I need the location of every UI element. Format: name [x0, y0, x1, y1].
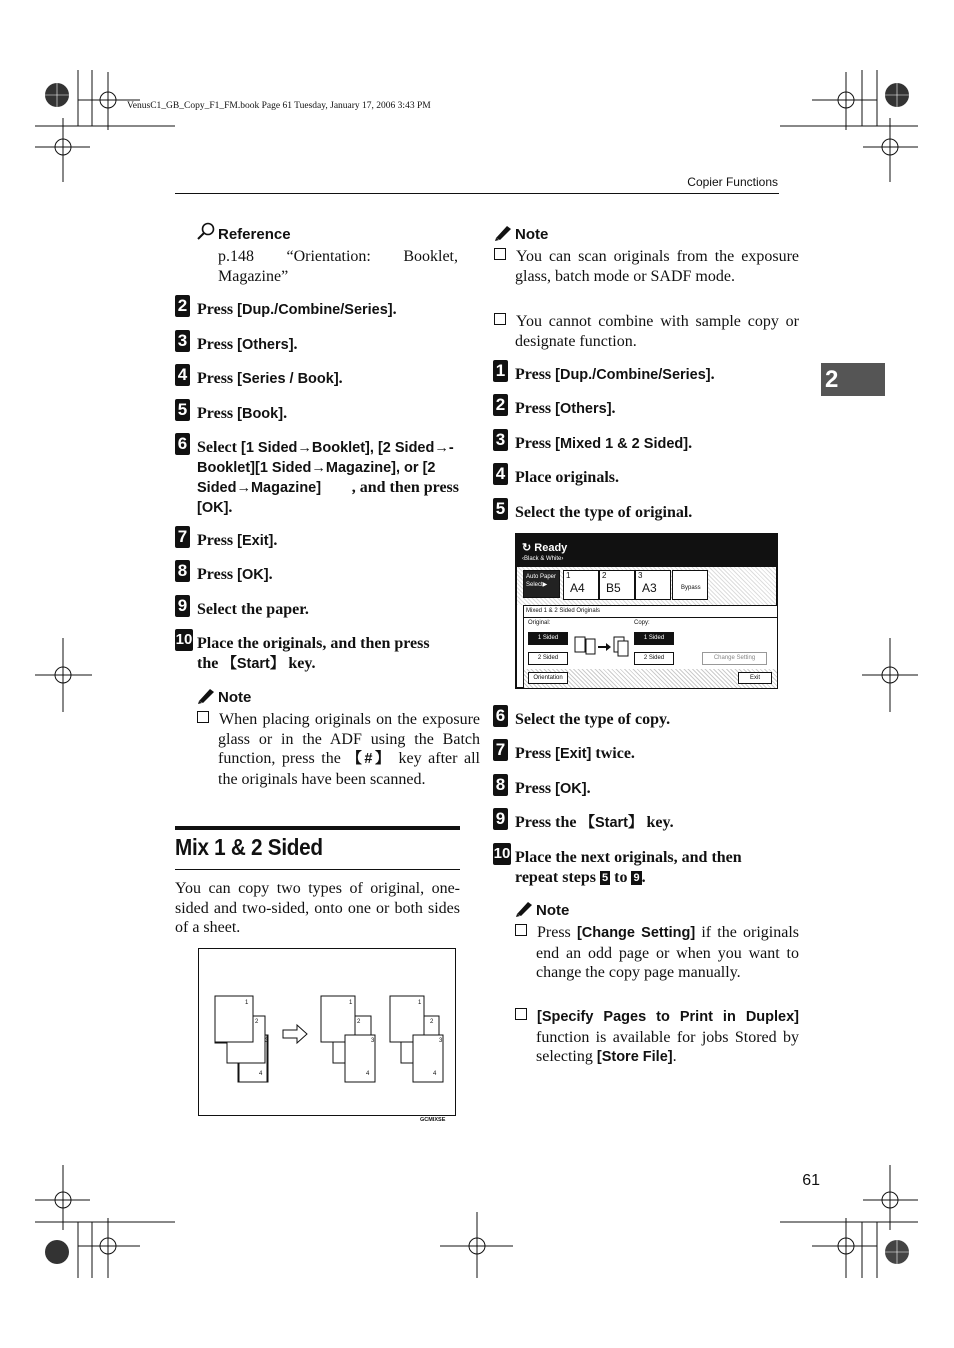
copier-screen: [515, 533, 778, 689]
page-label: 3: [371, 1038, 375, 1044]
book-file-line: VenusC1_GB_Copy_F1_FM.book Page 61 Tuesday, January 17, 2006 3:43 PM: [127, 101, 431, 111]
step-number: 7: [175, 526, 190, 548]
step-number: 4: [175, 364, 190, 386]
pencil-icon: [196, 686, 216, 704]
tray-1-button[interactable]: 1 A4: [563, 570, 599, 600]
step-number: 6: [175, 433, 190, 455]
step-text: Press [Book].: [197, 405, 288, 422]
step-text: Press [Others].: [515, 400, 616, 417]
step-text: Press [Dup./Combine/Series].: [197, 301, 397, 318]
ready-indicator: ↻ Ready: [522, 542, 568, 554]
bypass-button[interactable]: Bypass: [672, 570, 708, 600]
copy-2-sided-button[interactable]: 2 Sided: [634, 652, 674, 665]
page-label: 2: [430, 1019, 434, 1025]
tray-2-button[interactable]: 2 B5: [599, 570, 635, 600]
note-item: [Specify Pages to Print in Duplex] function is available for jobs Stored by selecting [Store File].: [515, 1007, 799, 1068]
figure-code: GCMIXSE: [420, 1117, 446, 1123]
section-bottom-rule: [175, 869, 460, 870]
header-rule: [175, 193, 779, 194]
copy-1-sided-button[interactable]: 1 Sided: [634, 632, 674, 645]
color-mode: ‹Black & White›: [522, 556, 564, 562]
pencil-icon: [493, 223, 513, 241]
duplex-conversion-icon: [574, 634, 632, 666]
page-label: 1: [349, 1000, 353, 1006]
step-number: 2: [175, 295, 190, 317]
step-number: 10: [175, 629, 193, 651]
step-number: 2: [493, 394, 508, 416]
section-top-rule: [175, 826, 460, 830]
note-item: When placing originals on the exposure glass or in the ADF using the Batch function, press the 【#】 key after all the originals have been scanned.: [197, 710, 480, 789]
step-number: 8: [175, 560, 190, 582]
step-number: 9: [493, 808, 508, 830]
section-intro: You can copy two types of original, one-sided and two-sided, onto one or both sides of a sheet.: [175, 880, 460, 937]
orientation-button[interactable]: Orientation: [528, 672, 568, 684]
running-header: Copier Functions: [687, 175, 778, 189]
step-number: 7: [493, 739, 508, 761]
step-text: Place the next originals, and then repeat steps 5 to 9 .: [515, 849, 742, 886]
step-text: Place the originals, and then press the 【Start】 key.: [197, 635, 430, 672]
status-bar: [517, 535, 776, 567]
page-label: 2: [255, 1019, 259, 1025]
step-text: Press [OK].: [197, 566, 273, 583]
copy-label: Copy:: [634, 620, 650, 626]
page-label: 3: [265, 1038, 269, 1044]
step-text: Press [Mixed 1 & 2 Sided].: [515, 435, 693, 452]
auto-paper-select-button[interactable]: Auto Paper Select▶: [523, 570, 560, 598]
original-2-sided-button[interactable]: 2 Sided: [528, 652, 568, 665]
page-number: 61: [802, 1172, 820, 1189]
step-number: 9: [175, 595, 190, 617]
original-label: Original:: [528, 620, 551, 626]
page-label: 3: [439, 1038, 443, 1044]
reference-text: p.148 “Orientation: Booklet, Magazine”: [218, 248, 458, 285]
step-text: Press [Dup./Combine/Series].: [515, 366, 715, 383]
chapter-tab: 2: [821, 363, 885, 396]
note-label: Note: [218, 689, 252, 706]
step-text: Press [Exit] twice.: [515, 745, 635, 762]
sheet-stack-illustration: [199, 949, 455, 1115]
step-number: 10: [493, 843, 511, 865]
step-number: 8: [493, 774, 508, 796]
magnifier-icon: [196, 222, 216, 240]
pencil-icon: [514, 899, 534, 917]
change-setting-button[interactable]: Change Setting: [702, 652, 767, 665]
exit-button[interactable]: Exit: [738, 672, 772, 684]
step-number: 3: [175, 330, 190, 352]
original-1-sided-button[interactable]: 1 Sided: [528, 632, 568, 645]
step-text: Select the type of original.: [515, 504, 693, 521]
note-item: You cannot combine with sample copy or designate function.: [494, 312, 799, 351]
page-label: 4: [433, 1071, 437, 1077]
step-number: 5: [493, 498, 508, 520]
step-text: Press [Series / Book].: [197, 370, 343, 387]
step-text: Select [1 Sided→Booklet], [2 Sided→- Booklet][1 Sided→Magazine], or [2 Sided→Magazine] , and then press [OK].: [197, 439, 459, 516]
step-number: 4: [493, 463, 508, 485]
step-text: Select the type of copy.: [515, 711, 671, 728]
note-item: You can scan originals from the exposure glass, batch mode or SADF mode.: [494, 247, 799, 286]
mixed-originals-panel: [523, 605, 778, 689]
step-number: 3: [493, 429, 508, 451]
section-title: Mix 1 & 2 Sided: [175, 834, 323, 860]
note-label: Note: [536, 902, 570, 919]
step-text: Select the paper.: [197, 601, 309, 618]
page-label: 1: [418, 1000, 422, 1006]
page-label: 1: [245, 1000, 249, 1006]
step-text: Press [Exit].: [197, 532, 278, 549]
note-item: Press [Change Setting] if the originals end an odd page or when you want to change the copy page manually.: [515, 923, 799, 983]
step-number: 6: [493, 705, 508, 727]
step-text: Place originals.: [515, 469, 619, 486]
refresh-icon: ↻: [522, 542, 532, 554]
step-text: Press [OK].: [515, 780, 591, 797]
step-text: Press the 【Start】 key.: [515, 814, 674, 831]
mix-diagram: [198, 948, 456, 1116]
page-label: 4: [259, 1071, 263, 1077]
reference-label: Reference: [218, 226, 291, 243]
page-label: 4: [366, 1071, 370, 1077]
panel-title: Mixed 1 & 2 Sided Originals: [526, 608, 601, 614]
tray-3-button[interactable]: 3 A3: [635, 570, 671, 600]
step-number: 1: [493, 360, 508, 382]
step-text: Press [Others].: [197, 336, 298, 353]
step-number: 5: [175, 399, 190, 421]
note-label: Note: [515, 226, 549, 243]
page-label: 2: [357, 1019, 361, 1025]
